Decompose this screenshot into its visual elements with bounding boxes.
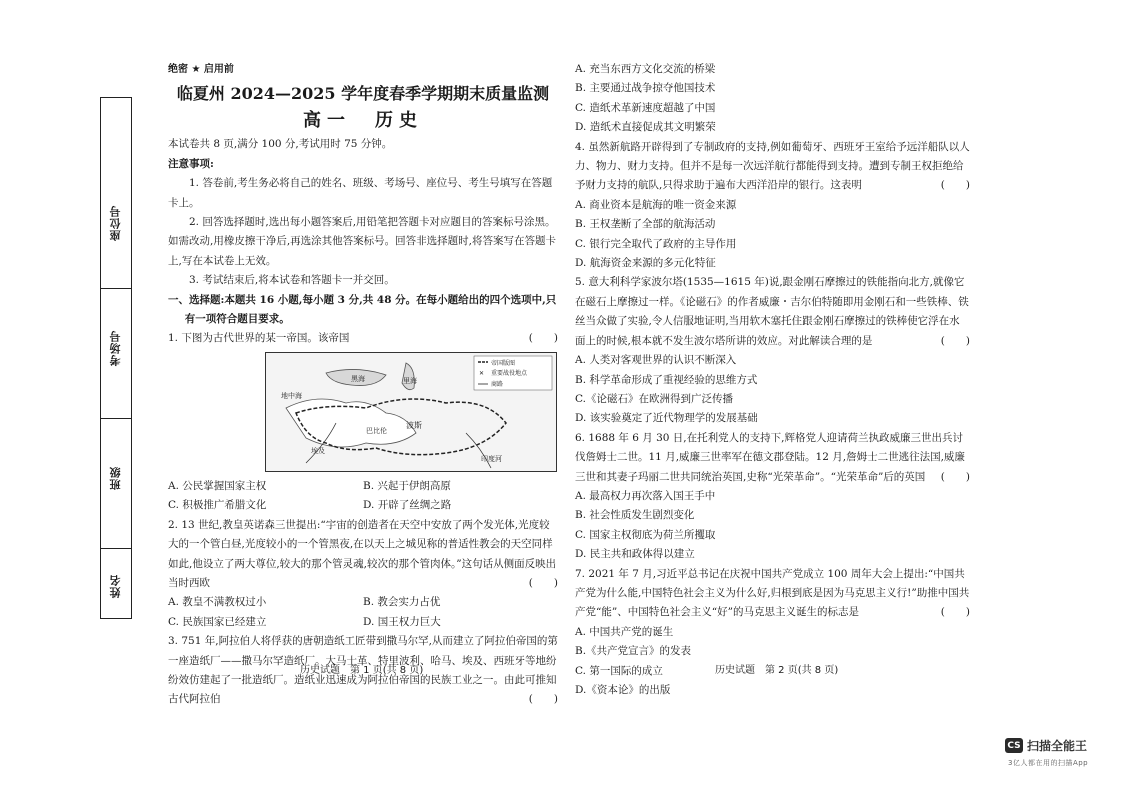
notice-item: 3. 考试结束后,将本试卷和答题卡一并交回。: [189, 274, 395, 287]
section-heading: 一、选择题:本题共 16 小题,每小题 3 分,共 48 分。在每小题给出的四个选项中,只有一项符合题目要求。: [168, 293, 557, 326]
option[interactable]: C. 银行完全取代了政府的主导作用: [575, 237, 737, 250]
page-2-footer: 历史试题 第 2 页(共 8 页): [715, 665, 839, 676]
question-2-stem: 2. 13 世纪,教皇英诺森三世提出:“宇宙的创造者在天空中安放了两个发光体,光度较大的一个管白昼,光度较小的一个管黑夜,在以天上之城见称的普适性教会的天空同样如此,他设立了两大尊位,较大的那个管灵魂,较次的那个管肉体。”这句话从侧面反映出当时西欧 ( ): [168, 516, 558, 594]
name-field: [101, 553, 131, 618]
notice-item: 2. 回答选择题时,选出每小题答案后,用铅笔把答题卡对应题目的答案标号涂黑。如需改动,用橡皮擦干净后,再选涂其他答案标号。回答非选择题时,将答案写在答题卡上,写在本试卷上无效。: [168, 216, 557, 267]
exam-room-label: 考场号: [109, 330, 122, 366]
notice-title: 注意事项:: [168, 157, 214, 170]
page-1-column: [168, 60, 558, 710]
exam-info: 本试卷共 8 页,满分 100 分,考试用时 75 分钟。: [168, 138, 393, 151]
question-1-options: [168, 477, 558, 516]
answer-bracket: ( ): [528, 332, 558, 345]
student-info-sidebar: [100, 97, 132, 619]
question-3-stem: 3. 751 年,阿拉伯人将俘获的唐朝造纸工匠带到撒马尔罕,从而建立了阿拉伯帝国的第一座造纸厂——撒马尔罕造纸厂。大马士革、特里波利、哈马、埃及、西班牙等地纷纷效仿建起了一批造纸厂。造纸业迅速成为阿拉伯帝国的民族工业之一。由此可推知古代阿拉伯 ( ): [168, 632, 558, 710]
page-2-column: [575, 60, 970, 700]
option[interactable]: A. 公民掌握国家主权: [168, 479, 267, 492]
option[interactable]: B. 教会实力占优: [363, 596, 441, 609]
option[interactable]: B. 科学革命形成了重视经验的思维方式: [575, 373, 758, 386]
option[interactable]: A. 中国共产党的诞生: [575, 625, 674, 638]
scanner-brand: [1005, 737, 1087, 754]
brand-subtitle: 3亿人都在用的扫描App: [1008, 759, 1089, 767]
question-7-stem: 7. 2021 年 7 月,习近平总书记在庆祝中国共产党成立 100 周年大会上提出:“中国共产党为什么能,中国特色社会主义为什么好,归根到底是因为马克思主义行!”助推中国共产党“能”、中国特色社会主义“好”的马克思主义诞生的标志是 ( ): [575, 565, 970, 623]
map-label: 印度河: [481, 454, 502, 463]
question-4-stem: 4. 虽然新航路开辟得到了专制政府的支持,例如葡萄牙、西班牙王室给予远洋船队以人力、物力、财力支持。但并不是每一次远洋航行都能得到支持。遭到专制王权拒绝给予财力支持的航队,只得求助于遍布大西洋沿岸的银行。这表明 ( ): [575, 138, 970, 196]
svg-text:✕: ✕: [479, 369, 485, 377]
option[interactable]: D. 开辟了丝绸之路: [363, 499, 452, 512]
option[interactable]: C.《论磁石》在欧洲得到广泛传播: [575, 392, 733, 405]
option[interactable]: D. 民主共和政体得以建立: [575, 548, 695, 561]
option[interactable]: A. 最高权力再次落入国王手中: [575, 489, 716, 502]
map-label: 地中海: [281, 391, 302, 400]
option[interactable]: B. 社会性质发生剧烈变化: [575, 509, 695, 522]
cs-logo-icon: CS: [1005, 738, 1023, 753]
exam-title: 临夏州 2024—2025 学年度春季学期期末质量监测: [176, 84, 550, 104]
map-label: 波斯: [406, 420, 422, 430]
seat-number-label: 座位号: [109, 205, 122, 241]
option[interactable]: C. 第一国际的成立: [575, 664, 663, 677]
map-label: 里海: [403, 376, 417, 385]
question-6-stem: 6. 1688 年 6 月 30 日,在托利党人的支持下,辉格党人迎请荷兰执政威廉三世出兵讨伐詹姆士二世。11 月,威廉三世率军在德文郡登陆。12 月,詹姆士二世逃往法国,威廉三世和其妻子玛丽二世共同统治英国,史称“光荣革命”。“光荣革命”后的英国 ( ): [575, 429, 970, 487]
answer-bracket: ( ): [528, 693, 558, 706]
option[interactable]: B.《共产党宣言》的发表: [575, 645, 692, 658]
option[interactable]: B. 主要通过战争掠夺他国技术: [575, 82, 716, 95]
secret-mark: 绝密 ★ 启用前: [168, 64, 234, 75]
map-label: 巴比伦: [366, 426, 387, 435]
option[interactable]: A. 人类对客观世界的认识不断深入: [575, 354, 737, 367]
option[interactable]: C. 国家主权彻底为荷兰所攫取: [575, 528, 716, 541]
option[interactable]: D. 国王权力巨大: [363, 615, 441, 628]
question-5-stem: 5. 意大利科学家波尔塔(1535—1615 年)说,跟金刚石摩擦过的铁能指向北方,就像它在磁石上摩擦过一样。《论磁石》的作者威廉・吉尔伯特随即用金刚石和一些铁棒、铁丝当众做了实验,令人信服地证明,当用软木塞托住跟金刚石摩擦过的铁棒使它浮在水面上的时候,根本就不发生波尔塔所讲的效应。对此解读合理的是 ( ): [575, 273, 970, 351]
option[interactable]: C. 民族国家已经建立: [168, 615, 267, 628]
name-label: 姓名: [109, 573, 122, 598]
option[interactable]: D. 航海资金来源的多元化特征: [575, 257, 716, 270]
seat-number-field: [101, 178, 131, 268]
class-label: 班级: [109, 466, 122, 490]
option[interactable]: C. 积极推广希腊文化: [168, 499, 267, 512]
map-legend-item: 商路: [491, 380, 504, 388]
option[interactable]: A. 教皇不满教权过小: [168, 596, 267, 609]
class-field: [101, 428, 131, 528]
option[interactable]: B. 王权垄断了全部的航海活动: [575, 218, 716, 231]
option[interactable]: B. 兴起于伊朗高原: [363, 479, 451, 492]
brand-name: 扫描全能王: [1027, 739, 1088, 753]
option[interactable]: C. 造纸术革新速度超越了中国: [575, 101, 716, 114]
exam-subject: 高一 历史: [303, 110, 423, 132]
answer-bracket: ( ): [528, 576, 558, 589]
answer-bracket: ( ): [940, 179, 970, 192]
empire-map: [265, 352, 557, 472]
option[interactable]: D.《资本论》的出版: [575, 684, 671, 696]
answer-bracket: ( ): [940, 334, 970, 347]
answer-bracket: ( ): [940, 606, 970, 619]
map-label: 黑海: [351, 374, 365, 383]
option[interactable]: A. 商业资本是航海的唯一资金来源: [575, 198, 737, 211]
option[interactable]: A. 充当东西方文化交流的桥梁: [575, 63, 716, 75]
notice-item: 1. 答卷前,考生务必将自己的姓名、班级、考场号、座位号、考生号填写在答题卡上。: [168, 177, 553, 209]
exam-room-field: [101, 298, 131, 398]
map-label: 埃及: [311, 446, 325, 455]
answer-bracket: ( ): [940, 470, 970, 483]
page-1-footer: 历史试题 第 1 页(共 8 页): [300, 665, 424, 676]
question-1-stem: 1. 下图为古代世界的某一帝国。该帝国 ( ): [168, 329, 558, 348]
map-legend-item: 帝国版图: [491, 359, 516, 367]
question-2-options: [168, 593, 558, 632]
option[interactable]: D. 造纸术直接促成其文明繁荣: [575, 121, 716, 134]
option[interactable]: D. 该实验奠定了近代物理学的发展基础: [575, 412, 758, 425]
map-legend-item: 重要战役地点: [491, 369, 528, 377]
